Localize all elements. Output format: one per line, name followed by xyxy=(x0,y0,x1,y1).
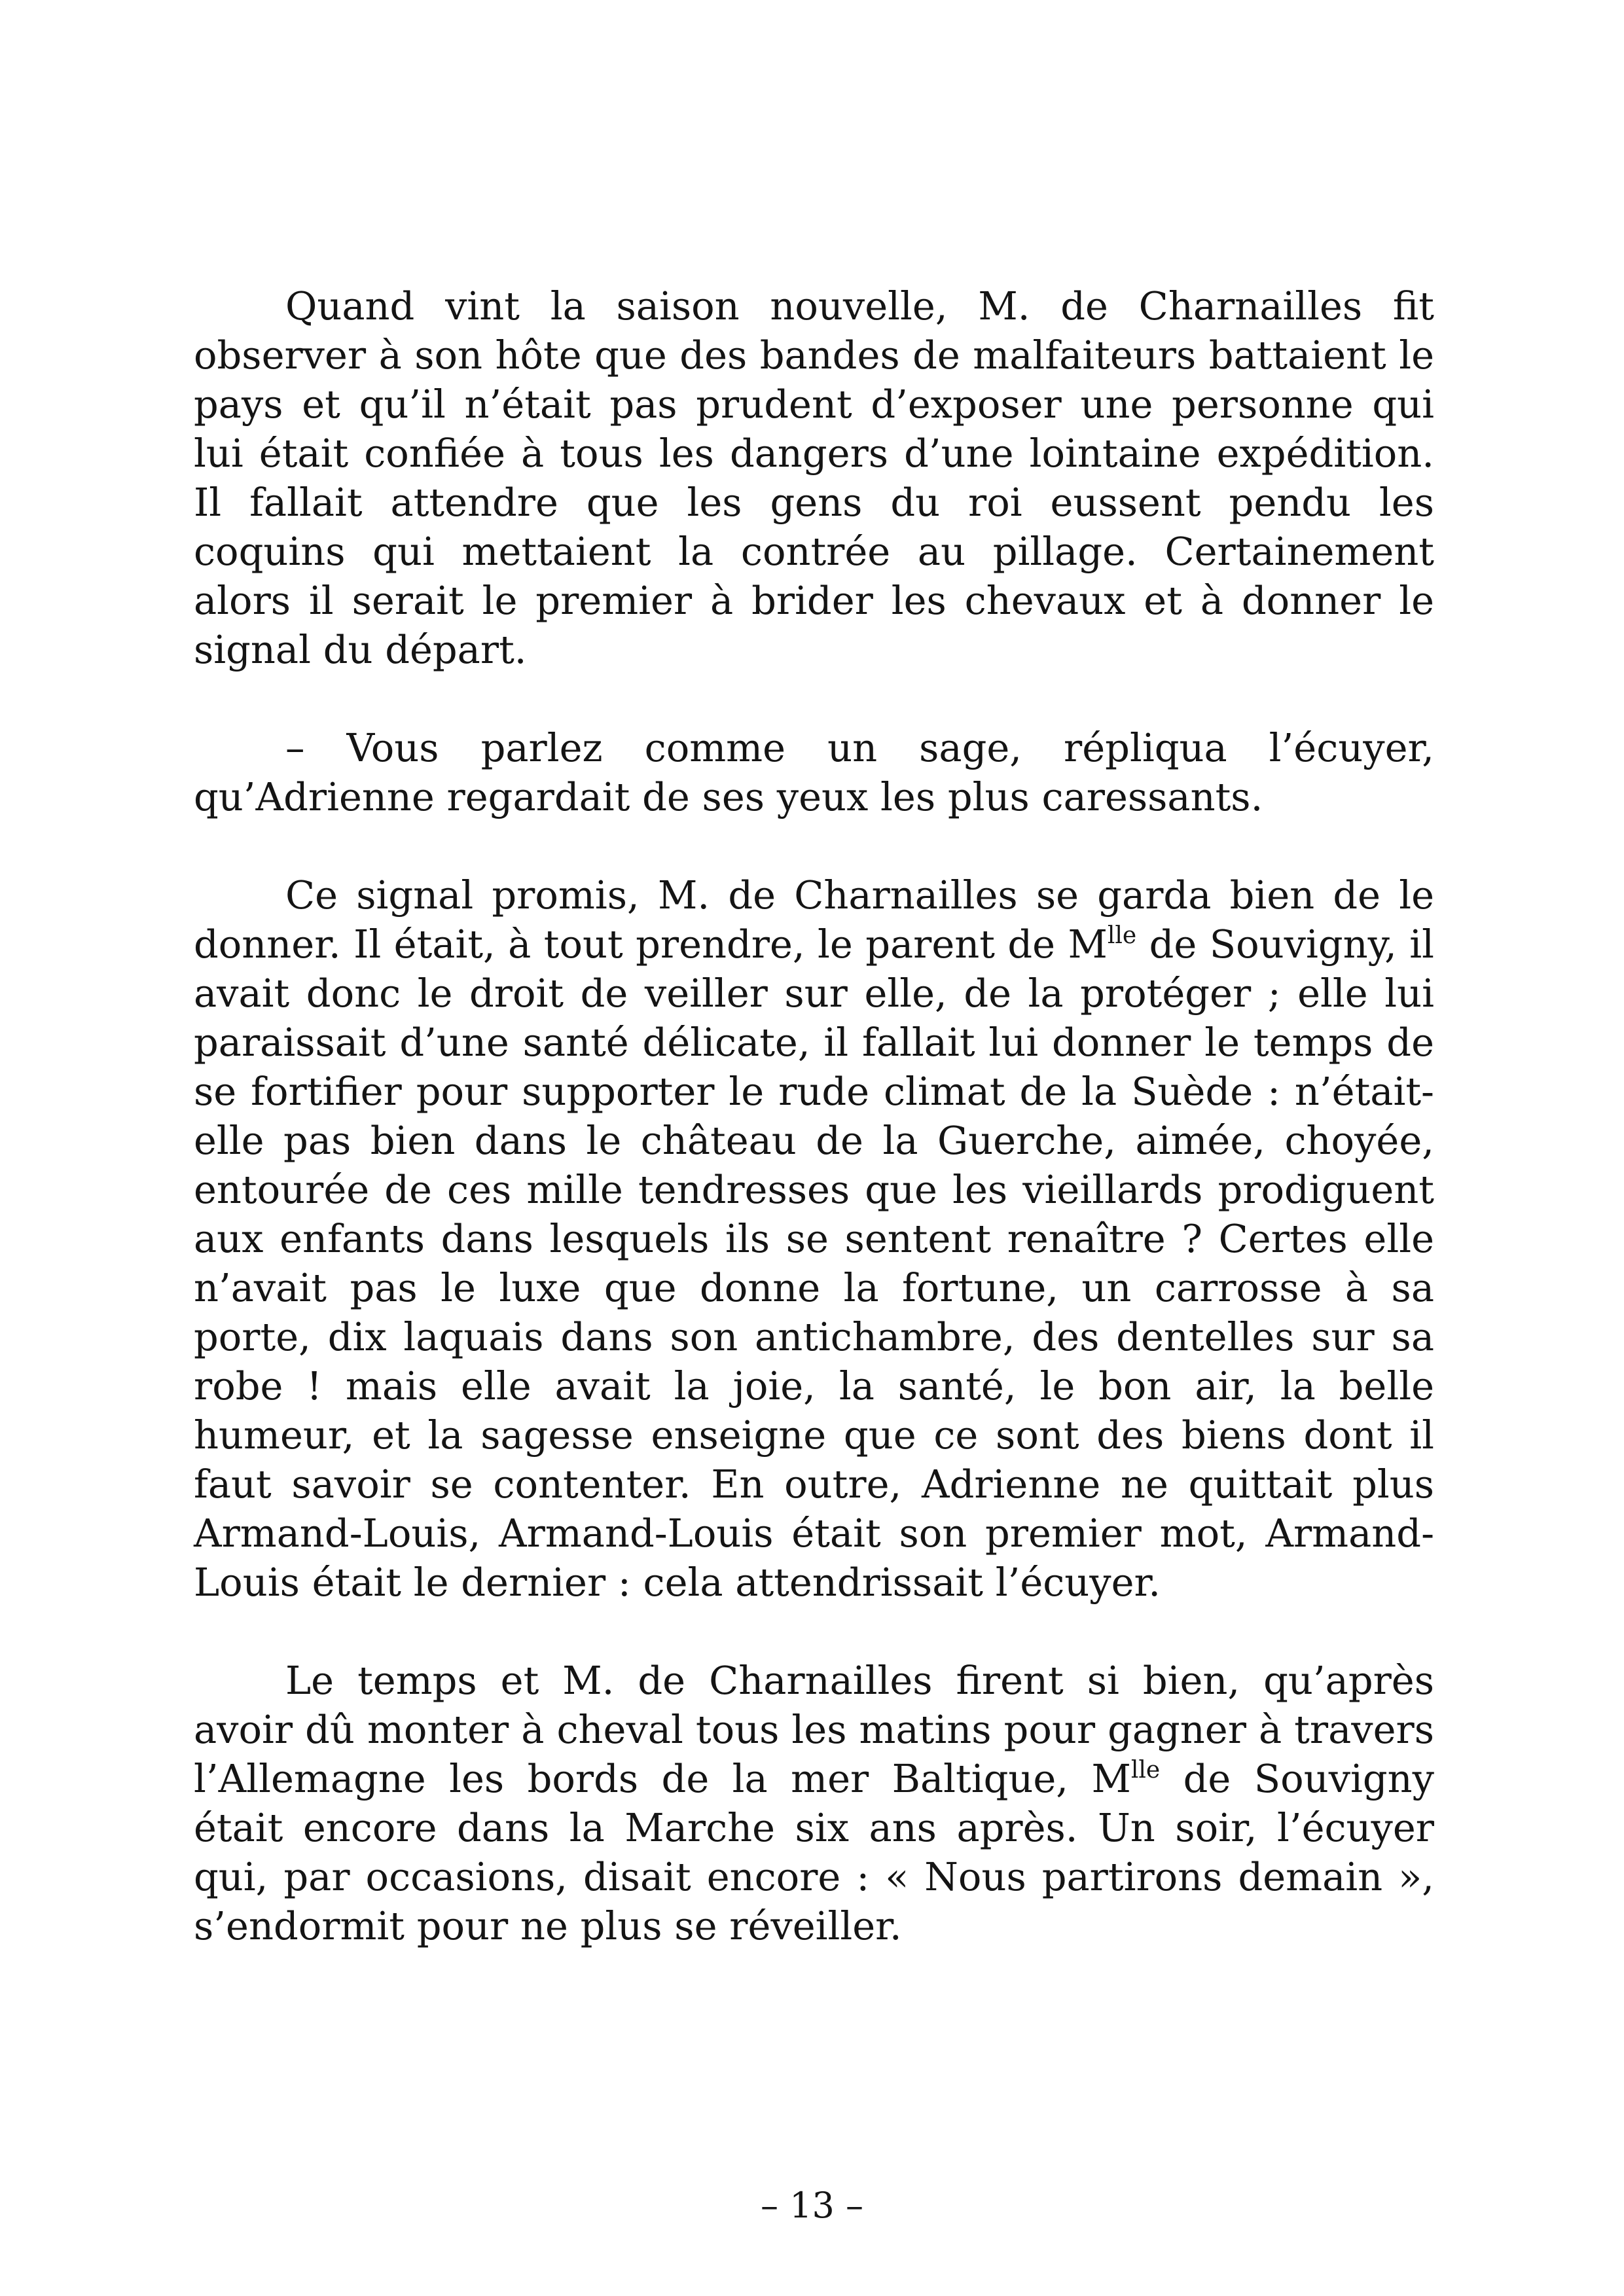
paragraph-3-text-a: Ce signal promis, M. de Charnailles se garda bien de le donner. Il était, à tout prendre, le parent de M xyxy=(194,872,1434,967)
paragraph-3-text-b: de Souvigny, il avait donc le droit de veiller sur elle, de la protéger ; elle lui paraissait d’une santé délicate, il fallait lui donner le temps de se fortifier pour supporter le rude climat de la Suède : n’était-elle pas bien dans le château de la Guerche, aimée, choyée, entourée de ces mille tendresses que les vieillards prodiguent aux enfants dans lesquels ils se sentent renaître ? Certes elle n’avait pas le luxe que donne la fortune, un carrosse à sa porte, dix laquais dans son antichambre, des dentelles sur sa robe ! mais elle avait la joie, la santé, le bon air, la belle humeur, et la sagesse enseigne que ce sont des biens dont il faut savoir se contenter. En outre, Adrienne ne quittait plus Armand-Louis, Armand-Louis était son premier mot, Armand-Louis était le dernier : cela attendrissait l’écuyer. xyxy=(194,922,1434,1605)
paragraph-4-text-b: de Souvigny était encore dans la Marche six ans après. Un soir, l’écuyer qui, par occasions, disait encore : « Nous partirons demain », s’endormit pour ne plus se réveiller. xyxy=(194,1756,1435,1948)
body-text xyxy=(194,281,1434,1950)
page-number: – 13 – xyxy=(760,2185,864,2226)
paragraph-2 xyxy=(194,723,1434,821)
paragraph-4 xyxy=(194,1656,1434,1950)
paragraph-3 xyxy=(194,870,1434,1607)
paragraph-2-text: – Vous parlez comme un sage, répliqua l’écuyer, qu’Adrienne regardait de ses yeux les plus caressants. xyxy=(194,725,1434,819)
paragraph-4-text-a: Le temps et M. de Charnailles firent si bien, qu’après avoir dû monter à cheval tous les matins pour gagner à travers l’Allemagne les bords de la mer Baltique, M xyxy=(194,1658,1434,1801)
superscript-lle: lle xyxy=(1107,922,1137,949)
paragraph-1 xyxy=(194,281,1434,674)
superscript-lle: lle xyxy=(1130,1757,1161,1784)
paragraph-1-text: Quand vint la saison nouvelle, M. de Charnailles fit observer à son hôte que des bandes de malfaiteurs battaient le pays et qu’il n’était pas prudent d’exposer une personne qui lui était confiée à tous les dangers d’une lointaine expédition. Il fallait attendre que les gens du roi eussent pendu les coquins qui mettaient la contrée au pillage. Certainement alors il serait le premier à brider les chevaux et à donner le signal du départ. xyxy=(194,283,1434,672)
